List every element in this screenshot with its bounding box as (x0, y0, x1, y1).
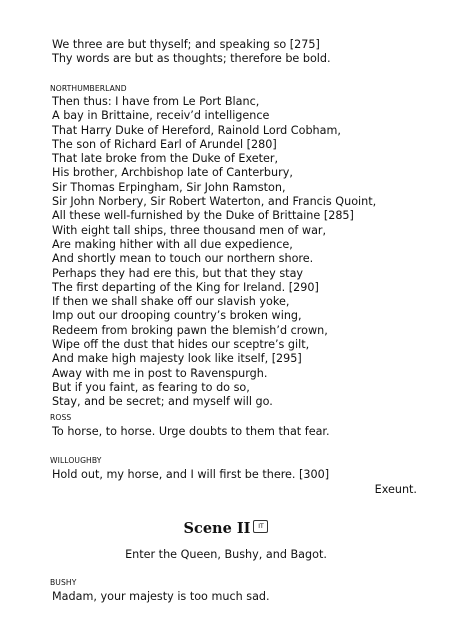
verse-line: And make high majesty look like itself, [295] (52, 352, 302, 366)
verse-line: His brother, Archbishop late of Canterbury, (52, 166, 293, 180)
speaker-name: ROSS (50, 413, 72, 422)
verse-line: Imp out our drooping country’s broken wing, (52, 309, 302, 323)
verse-block (52, 38, 331, 67)
scene-heading (0, 518, 452, 537)
speaker-name: WILLOUGHBY (50, 456, 102, 465)
scene-title: Scene II (183, 520, 251, 537)
verse-line: The first departing of the King for Ireland. [290] (52, 280, 319, 294)
verse-line: If then we shall shake off our slavish yoke, (52, 295, 290, 309)
scene-link-icon[interactable]: IT (253, 520, 268, 533)
verse-line: With eight tall ships, three thousand men of war, (52, 223, 327, 237)
verse-line: All these well-furnished by the Duke of Brittaine [285] (52, 209, 354, 223)
verse-line: A bay in Brittaine, receiv’d intelligence (52, 109, 270, 123)
verse-line: The son of Richard Earl of Arundel [280] (52, 137, 277, 151)
verse-line: That Harry Duke of Hereford, Rainold Lord Cobham, (52, 123, 341, 137)
verse-line: Madam, your majesty is too much sad. (52, 590, 270, 603)
verse-line: And shortly mean to touch our northern shore. (52, 252, 314, 266)
speech (52, 425, 330, 439)
verse-line: Sir Thomas Erpingham, Sir John Ramston, (52, 180, 286, 194)
verse-line: But if you faint, as fearing to do so, (52, 380, 250, 394)
speech (52, 468, 329, 482)
verse-line: Hold out, my horse, and I will first be there. [300] (52, 468, 330, 481)
verse-line: Stay, and be secret; and myself will go. (52, 395, 273, 409)
verse-line: Redeem from broking pawn the blemish’d crown, (52, 323, 328, 337)
verse-line: Away with me in post to Ravenspurgh. (52, 366, 268, 380)
speech (52, 95, 376, 410)
verse-line: To horse, to horse. Urge doubts to them that fear. (52, 425, 330, 438)
verse-line: Thy words are but as thoughts; therefore be bold. (52, 52, 331, 66)
speech (52, 590, 270, 604)
speaker-name: BUSHY (50, 578, 77, 587)
verse-line: Sir John Norbery, Sir Robert Waterton, and Francis Quoint, (52, 195, 377, 209)
stage-direction: Enter the Queen, Bushy, and Bagot. (125, 548, 327, 561)
verse-line: Are making hither with all due expedience, (52, 237, 293, 251)
verse-line: We three are but thyself; and speaking so [275] (52, 38, 320, 51)
verse-line: Perhaps they had ere this, but that they stay (52, 266, 304, 280)
exeunt-direction: Exeunt. (374, 483, 417, 496)
speaker-name: NORTHUMBERLAND (50, 84, 127, 93)
verse-line: That late broke from the Duke of Exeter, (52, 152, 279, 166)
verse-line: Then thus: I have from Le Port Blanc, (52, 95, 260, 108)
verse-line: Wipe off the dust that hides our sceptre’s gilt, (52, 338, 310, 352)
